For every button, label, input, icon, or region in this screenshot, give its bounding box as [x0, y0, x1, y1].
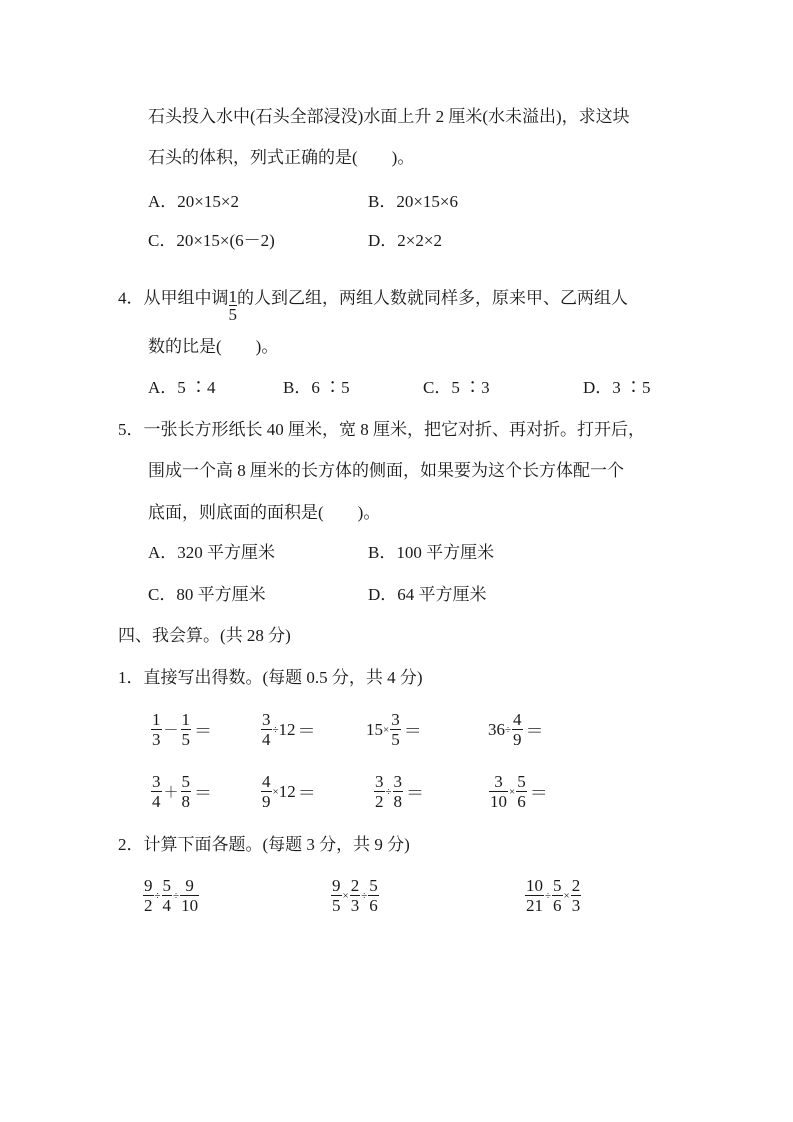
q4-number: 4． — [118, 288, 144, 308]
q4-text-after: 的人到乙组，两组人数就同样多，原来甲、乙两组人 — [237, 288, 628, 308]
calc-item-6: $\frac{4}{9}$ × 12 ＝ — [262, 772, 316, 811]
q4-text-line2: 数的比是( )。 — [148, 337, 279, 356]
q3-option-c: C．20×15×(6－2) — [148, 231, 275, 250]
fraction: $\frac{2}{3}$ — [571, 876, 581, 915]
fraction: $\frac{3}{4}$ — [262, 710, 271, 749]
fraction: $\frac{3}{2}$ — [375, 772, 384, 811]
fraction: $\frac{5}{8}$ — [181, 772, 191, 811]
q5-option-b: B．100 平方厘米 — [368, 543, 495, 562]
fraction: $\frac{10}{21}$ — [526, 876, 543, 915]
q3-option-a: A．20×15×2 — [148, 192, 239, 211]
calc-item-8: $\frac{3}{10}$ × $\frac{5}{6}$ ＝ — [490, 772, 548, 811]
calc-item-4: 36 ÷ $\frac{4}{9}$ ＝ — [488, 710, 544, 749]
q4-text-line1 — [118, 282, 628, 324]
calc-item-5: $\frac{3}{4}$ ＋ $\frac{5}{8}$ ＝ — [152, 772, 213, 811]
q4-text-before: 从甲组中调 — [143, 288, 229, 308]
q5-number: 5． — [118, 420, 144, 439]
calc-item-3: 15 × $\frac{3}{5}$ ＝ — [366, 710, 422, 749]
q3-text-line1: 石头投入水中(石头全部浸没)水面上升 2 厘米(水未溢出)，求这块 — [148, 107, 630, 126]
fraction: $\frac{5}{6}$ — [369, 876, 378, 915]
fraction: $\frac{2}{3}$ — [350, 876, 360, 915]
q4-option-c: C．5 ∶3 — [423, 378, 490, 397]
fraction: $\frac{4}{9}$ — [262, 772, 271, 811]
calc2-item-2: $\frac{9}{5}$ × $\frac{2}{3}$ ÷ $\frac{5}{6}$ — [332, 876, 378, 915]
calc2-item-3: $\frac{10}{21}$ ÷ $\frac{5}{6}$ × $\frac{2}{3}$ — [526, 876, 581, 915]
fraction: $\frac{5}{6}$ — [553, 876, 562, 915]
q3-option-b: B．20×15×6 — [368, 192, 459, 211]
fraction: $\frac{9}{10}$ — [181, 876, 199, 915]
section4-part2-title: 2．计算下面各题。(每题 3 分，共 9 分) — [118, 835, 410, 854]
q4-option-d: D．3 ∶5 — [583, 378, 651, 397]
fraction: $\frac{5}{6}$ — [517, 772, 526, 811]
fraction: $\frac{5}{4}$ — [162, 876, 172, 915]
fraction: $\frac{1}{5}$ — [181, 710, 191, 749]
fraction: $\frac{9}{5}$ — [332, 876, 341, 915]
q5-option-c: C．80 平方厘米 — [148, 585, 266, 604]
q3-text-line2: 石头的体积，列式正确的是( )。 — [148, 148, 415, 167]
calc-item-7: $\frac{3}{2}$ ÷ $\frac{3}{8}$ ＝ — [375, 772, 425, 811]
q4-option-a: A．5 ∶4 — [148, 378, 216, 397]
fraction: $\frac{3}{10}$ — [490, 772, 507, 811]
calc-item-2: $\frac{3}{4}$ ÷ 12 ＝ — [262, 710, 316, 749]
fraction: $\frac{9}{2}$ — [144, 876, 153, 915]
section4-heading: 四、我会算。(共 28 分) — [118, 626, 291, 645]
calc-item-1: $\frac{1}{3}$ － $\frac{1}{5}$ ＝ — [152, 710, 213, 749]
q5-text-line2: 围成一个高 8 厘米的长方体的侧面，如果要为这个长方体配一个 — [148, 461, 624, 480]
q5-option-a: A．320 平方厘米 — [148, 543, 276, 562]
fraction: $\frac{3}{8}$ — [393, 772, 403, 811]
q4-option-b: B．6 ∶5 — [283, 378, 350, 397]
fraction: $\frac{3}{5}$ — [391, 710, 400, 749]
q5-option-d: D．64 平方厘米 — [368, 585, 487, 604]
q5-text-line1: 5．一张长方形纸长 40 厘米，宽 8 厘米，把它对折、再对折。打开后， — [118, 420, 645, 439]
q4-fraction: $\frac{1}{5}$ — [228, 287, 237, 324]
fraction: $\frac{4}{9}$ — [513, 710, 522, 749]
section4-part1-title: 1．直接写出得数。(每题 0.5 分，共 4 分) — [118, 668, 423, 687]
q5-text-line3: 底面，则底面的面积是( )。 — [148, 503, 381, 522]
calc2-item-1: $\frac{9}{2}$ ÷ $\frac{5}{4}$ ÷ $\frac{9}{10}$ — [144, 876, 199, 915]
q3-option-d: D．2×2×2 — [368, 231, 442, 250]
fraction: $\frac{3}{4}$ — [152, 772, 161, 811]
fraction: $\frac{1}{3}$ — [152, 710, 161, 749]
